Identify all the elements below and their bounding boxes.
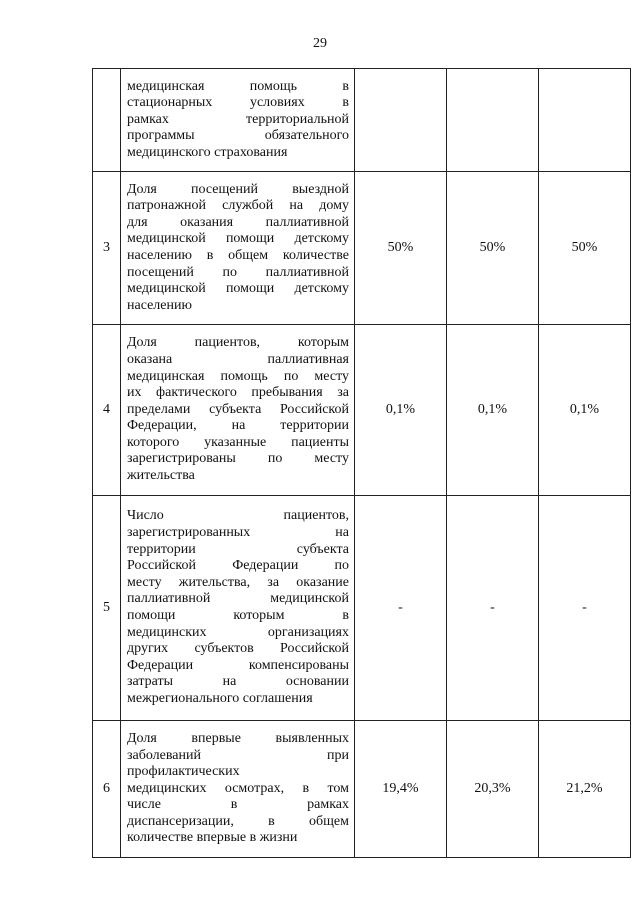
description-line: Доля посещений выездной bbox=[127, 181, 349, 197]
description-line: посещений по паллиативной bbox=[127, 264, 349, 280]
description-line: медицинская помощь по месту bbox=[127, 368, 349, 384]
description-line: оказана паллиативная bbox=[127, 351, 349, 367]
value-cell-year-1: 19,4% bbox=[355, 721, 447, 858]
value-cell-year-2: 0,1% bbox=[447, 325, 539, 496]
value-cell-year-3: 21,2% bbox=[539, 721, 631, 858]
description-line: населению в общем количестве bbox=[127, 248, 349, 263]
indicator-description bbox=[121, 721, 355, 858]
description-line: Федерации, на территории bbox=[127, 418, 349, 434]
value-cell-year-2: - bbox=[447, 496, 539, 721]
description-line: паллиативной медицинской bbox=[127, 591, 349, 607]
description-line: медицинских организациях bbox=[127, 624, 349, 640]
description-line: рамках территориальной bbox=[127, 111, 349, 127]
description-line: Доля впервые выявленных bbox=[127, 730, 349, 746]
value-cell-year-1: 0,1% bbox=[355, 325, 447, 496]
description-line: Российской Федерации по bbox=[127, 558, 349, 574]
description-line: заболеваний при bbox=[127, 747, 349, 763]
description-line: месту жительства, за оказание bbox=[127, 574, 349, 590]
description-line: медицинская помощь в bbox=[127, 78, 349, 94]
description-line: программы обязательного bbox=[127, 128, 349, 144]
indicator-description bbox=[121, 325, 355, 496]
row-number: 3 bbox=[93, 172, 121, 325]
description-line: которого указанные пациенты bbox=[127, 434, 349, 450]
description-line: территории субъекта bbox=[127, 541, 349, 557]
description-line: зарегистрированы по месту bbox=[127, 451, 349, 467]
description-line: Доля пациентов, которым bbox=[127, 335, 349, 351]
indicator-description bbox=[121, 69, 355, 172]
description-line: зарегистрированных на bbox=[127, 525, 349, 541]
description-line: пределами субъекта Российской bbox=[127, 401, 349, 417]
value-cell-year-2: 50% bbox=[447, 172, 539, 325]
value-cell-year-1: - bbox=[355, 496, 447, 721]
description-line: числе в рамках bbox=[127, 797, 349, 813]
description-line: стационарных условиях в bbox=[127, 95, 349, 111]
description-line: межрегионального соглашения bbox=[127, 690, 313, 706]
indicator-table bbox=[92, 68, 631, 858]
table-row bbox=[93, 69, 631, 172]
row-number bbox=[93, 69, 121, 172]
value-cell-year-3: - bbox=[539, 496, 631, 721]
description-line: медицинских осмотрах, в том bbox=[127, 780, 349, 796]
value-cell-year-3: 50% bbox=[539, 172, 631, 325]
description-line: профилактических bbox=[127, 764, 240, 780]
description-line: медицинского страхования bbox=[127, 144, 288, 160]
value-cell-year-3: 0,1% bbox=[539, 325, 631, 496]
row-number: 5 bbox=[93, 496, 121, 721]
row-number: 4 bbox=[93, 325, 121, 496]
row-number: 6 bbox=[93, 721, 121, 858]
indicator-description bbox=[121, 496, 355, 721]
description-line: помощи которым в bbox=[127, 608, 349, 623]
value-cell-year-2: 20,3% bbox=[447, 721, 539, 858]
description-line: диспансеризации, в общем bbox=[127, 813, 349, 829]
description-line: Число пациентов, bbox=[127, 508, 349, 524]
description-line: жительства bbox=[127, 468, 195, 484]
description-line: количестве впервые в жизни bbox=[127, 830, 298, 846]
indicator-description bbox=[121, 172, 355, 325]
description-line: затраты на основании bbox=[127, 674, 349, 690]
value-cell-year-1: 50% bbox=[355, 172, 447, 325]
description-line: Федерации компенсированы bbox=[127, 657, 349, 673]
value-cell-year-1 bbox=[355, 69, 447, 172]
description-line: для оказания паллиативной bbox=[127, 214, 349, 230]
description-line: патронажной службой на дому bbox=[127, 198, 349, 214]
description-line: медицинской помощи детскому bbox=[127, 231, 349, 247]
table-row bbox=[93, 721, 631, 858]
value-cell-year-2 bbox=[447, 69, 539, 172]
table-row bbox=[93, 325, 631, 496]
value-cell-year-3 bbox=[539, 69, 631, 172]
description-line: населению bbox=[127, 297, 192, 313]
page-number: 29 bbox=[313, 36, 327, 51]
table-row bbox=[93, 172, 631, 325]
table-row bbox=[93, 496, 631, 721]
description-line: медицинской помощи детскому bbox=[127, 281, 349, 297]
description-line: их фактического пребывания за bbox=[127, 385, 349, 401]
description-line: других субъектов Российской bbox=[127, 641, 349, 657]
